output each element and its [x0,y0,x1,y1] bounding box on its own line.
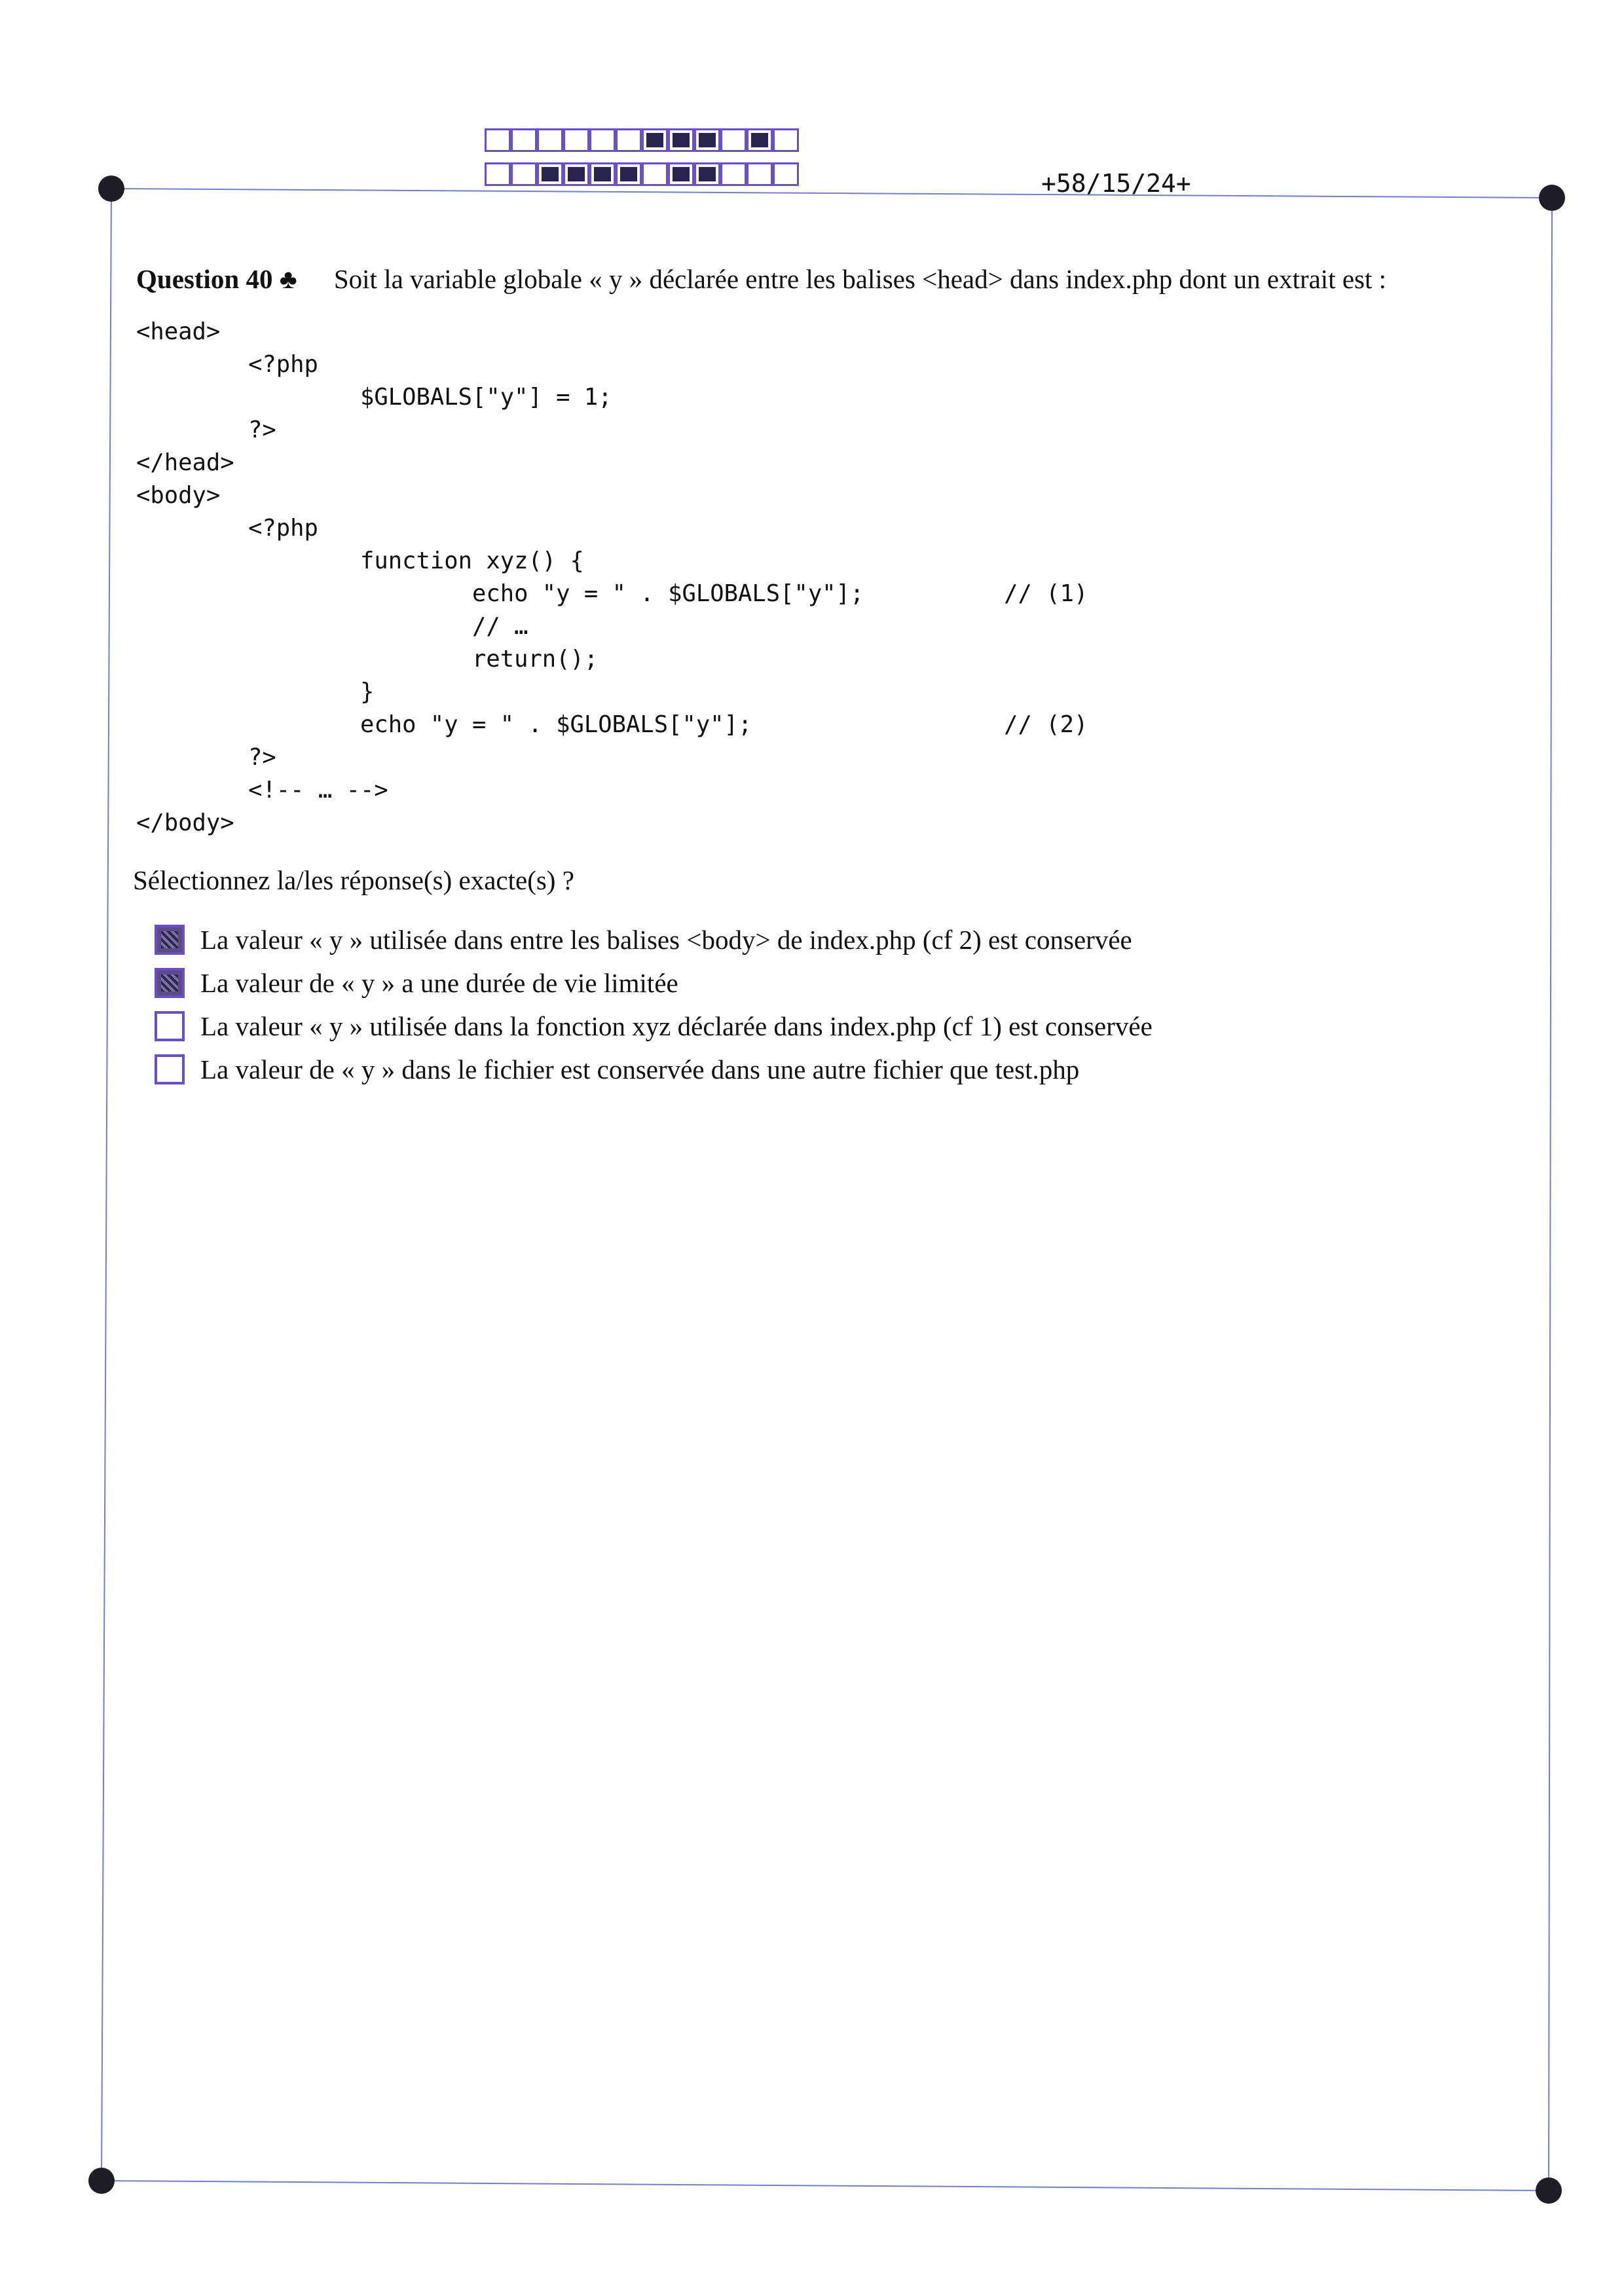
answer-option-2[interactable] [155,961,1153,1005]
answer-option-3[interactable] [155,1005,1153,1048]
answer-option-1[interactable] [155,918,1153,961]
answer-label-3: La valeur « y » utilisée dans la fonction xyz déclarée dans index.php (cf 1) est conservée [200,1011,1153,1041]
answer-label-1: La valeur « y » utilisée dans entre les balises <body> de index.php (cf 2) est conservée [200,925,1132,955]
answer-prompt: Sélectionnez la/les réponse(s) exacte(s) ? [133,865,574,895]
answer-list [155,918,1153,1091]
answer-checkbox-3[interactable] [155,1011,185,1041]
question-text: Soit la variable globale « y » déclarée entre les balises <head> dans index.php dont un extrait est : [333,264,1387,294]
answer-option-4[interactable] [155,1048,1153,1091]
club-icon: ♣ [279,264,297,294]
code-listing: <head> <?php $GLOBALS["y"] = 1; ?> </head> <body> <?php function xyz() { echo "y = " . $GLOBALS["y"]; // (1) // … return(); } echo "y = " . $GLOBALS["y"]; // (2) ?> <!-- … --> </body> [136,318,1088,836]
answer-checkbox-2[interactable] [155,968,185,998]
answer-checkbox-1[interactable] [155,925,185,955]
corner-mark-top-right [1539,185,1565,211]
page-id: +58/15/24+ [1041,169,1191,198]
answer-checkbox-4[interactable] [155,1054,185,1084]
corner-mark-top-left [98,176,124,202]
answer-label-2: La valeur de « y » a une durée de vie limitée [200,968,678,998]
question-header [136,263,1386,295]
question-number: Question 40 [136,264,273,294]
corner-mark-bottom-left [88,2168,115,2194]
corner-mark-bottom-right [1536,2177,1562,2204]
answer-label-4: La valeur de « y » dans le fichier est conservée dans une autre fichier que test.php [200,1054,1080,1084]
